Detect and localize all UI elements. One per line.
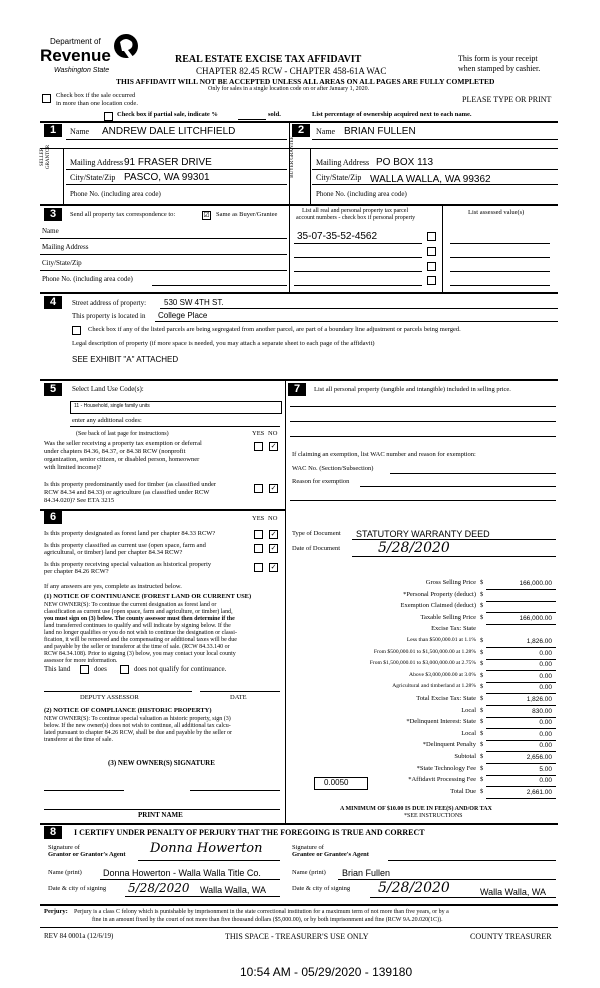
s6-no-header: NO bbox=[268, 515, 278, 522]
calc-row-value: 830.00 bbox=[532, 707, 552, 715]
notice2-title: (2) NOTICE OF COMPLIANCE (HISTORIC PROPERTY) bbox=[44, 707, 212, 714]
s6-q1-no-checkbox[interactable]: ✓ bbox=[270, 530, 277, 538]
revenue-logo bbox=[40, 32, 140, 76]
calc-row-dollar: $ bbox=[480, 579, 484, 586]
section-4-number: 4 bbox=[44, 296, 62, 309]
s5-no-header: NO bbox=[268, 430, 278, 437]
certify-statement: I CERTIFY UNDER PENALTY OF PERJURY THAT THE FOREGOING IS TRUE AND CORRECT bbox=[74, 828, 425, 837]
land-use-label: Select Land Use Code(s): bbox=[72, 385, 144, 393]
sig-grantee-label-1: Signature of bbox=[292, 844, 324, 851]
seller-mailing: 91 FRASER DRIVE bbox=[124, 157, 212, 168]
see-instructions: *SEE INSTRUCTIONS bbox=[404, 813, 463, 819]
reason-label: Reason for exemption bbox=[292, 478, 350, 485]
calc-row-dollar: $ bbox=[480, 660, 484, 668]
located-city: College Place bbox=[158, 311, 208, 320]
calc-row-line bbox=[486, 589, 556, 590]
seller-city: PASCO, WA 99301 bbox=[124, 172, 210, 183]
form-title: REAL ESTATE EXCISE TAX AFFIDAVIT bbox=[175, 54, 362, 65]
seller-phone-label: Phone No. (including area code) bbox=[70, 190, 161, 198]
calc-row-dollar: $ bbox=[480, 602, 484, 610]
calc-row-dollar: $ bbox=[480, 729, 484, 737]
notice1-title: (1) NOTICE OF CONTINUANCE (FOREST LAND OR CURRENT USE) bbox=[44, 593, 252, 600]
land-does-not-checkbox[interactable] bbox=[120, 665, 129, 674]
calc-row-label: Exemption Claimed (deduct) bbox=[400, 602, 476, 610]
section-8-number: 8 bbox=[44, 826, 62, 839]
calc-row-dollar: $ bbox=[480, 637, 484, 644]
s5-q2-yes-checkbox[interactable] bbox=[254, 484, 263, 493]
s6-q2-yes-checkbox[interactable] bbox=[254, 544, 263, 553]
calc-row-dollar: $ bbox=[480, 613, 484, 621]
calc-row-line bbox=[486, 740, 556, 741]
additional-codes-label: enter any additional codes: bbox=[72, 417, 142, 424]
section-1-number: 1 bbox=[44, 124, 62, 137]
doc-type: STATUTORY WARRANTY DEED bbox=[356, 529, 490, 539]
perjury-line-1: Perjury is a class C felony which is punishable by imprisonment in the state correctional institution for a maximum term of not more than five years, or by a bbox=[74, 909, 449, 915]
ownership-pct-note: List percentage of ownership acquired next to each name. bbox=[312, 111, 472, 118]
calc-row-label: From $500,000.01 to $1,500,000.00 at 1.28% bbox=[373, 648, 476, 655]
parcel-4-personal-checkbox[interactable] bbox=[427, 276, 436, 285]
grantee-name-label: Name (print) bbox=[292, 869, 326, 876]
local-rate: 0.0050 bbox=[324, 778, 349, 787]
assessor-date-label: DATE bbox=[230, 694, 247, 701]
corr-mailing-label: Mailing Address bbox=[42, 243, 89, 251]
s6-q3-no-checkbox[interactable]: ✓ bbox=[270, 563, 277, 571]
boundary-note: Check box if any of the listed parcels are being segregated from another parcel, are part of a boundary line adjustment or parcels being merged. bbox=[88, 326, 461, 333]
calc-row-label: Local bbox=[461, 706, 476, 714]
s6-q1-yes-checkbox[interactable] bbox=[254, 530, 263, 539]
calc-row-dollar: $ bbox=[480, 753, 484, 760]
calc-row-value: 5.00 bbox=[539, 765, 552, 773]
state-line: Washington State bbox=[54, 67, 110, 74]
seller-mailing-label: Mailing Address bbox=[70, 158, 124, 167]
buyer-name: BRIAN FULLEN bbox=[344, 126, 416, 137]
calc-row-label: Excise Tax: State bbox=[431, 625, 476, 633]
buyer-side-label: BUYER GRANTEE bbox=[290, 136, 295, 178]
calc-row-value: 0.00 bbox=[539, 661, 552, 669]
parcel-header-1: List all real and personal property tax parcel bbox=[302, 208, 409, 214]
calc-row-dollar: $ bbox=[480, 590, 484, 598]
segregated-parcel-checkbox[interactable] bbox=[72, 326, 81, 335]
corr-phone-label: Phone No. (including area code) bbox=[42, 275, 133, 283]
does-label: does bbox=[94, 665, 107, 673]
legal-description: SEE EXHIBIT "A" ATTACHED bbox=[72, 355, 179, 364]
buyer-mailing: PO BOX 113 bbox=[376, 157, 434, 168]
receipt-stamp: 10:54 AM - 05/29/2020 - 139180 bbox=[240, 965, 413, 979]
section-6-number: 6 bbox=[44, 511, 62, 524]
calc-row-dollar: $ bbox=[480, 764, 484, 772]
deputy-assessor-label: DEPUTY ASSESSOR bbox=[80, 694, 139, 701]
this-land-label: This land bbox=[44, 665, 71, 673]
calc-row-label: *Delinquent Interest: State bbox=[406, 718, 476, 726]
buyer-name-label: Name bbox=[316, 127, 336, 136]
calc-row-dollar: $ bbox=[480, 706, 484, 714]
calc-row-dollar: $ bbox=[480, 776, 484, 784]
calc-row-value: 2,661.00 bbox=[526, 788, 552, 796]
calc-row-label: *Delinquent Penalty bbox=[422, 741, 476, 749]
parcel-number: 35-07-35-52-4562 bbox=[297, 231, 378, 242]
doc-date: 5/28/2020 bbox=[378, 540, 450, 556]
receipt-note-2: when stamped by cashier. bbox=[458, 64, 541, 73]
s6-q1: Is this property designated as forest land per chapter 84.33 RCW? bbox=[44, 530, 216, 537]
calc-row-dollar: $ bbox=[480, 787, 484, 795]
partial-sale-label: Check box if partial sale, indicate % bbox=[117, 111, 218, 118]
calc-row-label: Less than $500,000.01 at 1.1% bbox=[406, 637, 476, 643]
calc-row-line bbox=[486, 775, 556, 776]
if-yes-note: If any answers are yes, complete as instructed below. bbox=[44, 583, 182, 590]
calc-row-label: Above $3,000,000.00 at 3.0% bbox=[409, 671, 476, 678]
calc-row-label: *State Technology Fee bbox=[416, 764, 476, 772]
calc-row-value: 166,000.00 bbox=[519, 614, 552, 622]
revenue-logo-icon bbox=[112, 32, 140, 64]
calc-row-label: Agricultural and timberland at 1.28% bbox=[392, 683, 476, 690]
calc-row-dollar: $ bbox=[480, 695, 484, 702]
grantor-date: 5/28/2020 bbox=[128, 881, 190, 895]
calc-row-line bbox=[486, 717, 556, 718]
parcel-3-personal-checkbox[interactable] bbox=[427, 262, 436, 271]
calc-row-line bbox=[486, 786, 556, 787]
calc-row-value: 0.00 bbox=[539, 730, 552, 738]
calc-row-line bbox=[486, 659, 556, 660]
calc-row-value: 1,826.00 bbox=[526, 638, 552, 645]
personal-property-label: List all personal property (tangible and intangible) included in selling price. bbox=[314, 386, 511, 393]
receipt-note-1: This form is your receipt bbox=[458, 54, 538, 63]
calc-row-value: 0.00 bbox=[539, 719, 552, 727]
grantor-signature: Donna Howerton bbox=[150, 841, 263, 856]
more-than-one-2: in more than one location code. bbox=[56, 100, 138, 107]
calc-row-line bbox=[486, 612, 556, 613]
s5-q1-no-checkbox[interactable]: ✓ bbox=[270, 442, 277, 450]
buyer-mailing-label: Mailing Address bbox=[316, 158, 370, 167]
warning-line: THIS AFFIDAVIT WILL NOT BE ACCEPTED UNLESS ALL AREAS ON ALL PAGES ARE FULLY COMPLETED bbox=[116, 77, 495, 86]
seller-city-label: City/State/Zip bbox=[70, 173, 116, 182]
calc-row-line bbox=[486, 763, 556, 764]
grantee-name: Brian Fullen bbox=[342, 868, 391, 878]
sales-note: Only for sales in a single location code on or after January 1, 2020. bbox=[208, 86, 370, 92]
calc-row-label: Taxable Selling Price bbox=[420, 613, 476, 621]
buyer-phone-label: Phone No. (including area code) bbox=[316, 190, 407, 198]
calc-row-label: *Personal Property (deduct) bbox=[403, 590, 476, 598]
grantee-city: Walla Walla, WA bbox=[480, 887, 547, 897]
partial-sale-checkbox[interactable] bbox=[104, 112, 113, 121]
calc-row-dollar: $ bbox=[480, 718, 484, 726]
same-as-buyer-label: Same as Buyer/Grantee bbox=[216, 211, 278, 218]
calc-row-value: 0.00 bbox=[539, 672, 552, 680]
assessed-value-header: List assessed value(s) bbox=[468, 209, 525, 216]
does-not-label: does not qualify for continuance. bbox=[134, 665, 227, 673]
partial-sale-sold: sold. bbox=[268, 111, 281, 118]
dept-line: Department of bbox=[50, 37, 101, 46]
parcel-header-2: account numbers - check box if personal property bbox=[296, 215, 416, 221]
grantee-date-label: Date & city of signing bbox=[292, 885, 351, 892]
s6-q3-yes-checkbox[interactable] bbox=[254, 563, 263, 572]
corr-city-label: City/State/Zip bbox=[42, 259, 82, 267]
buyer-city-label: City/State/Zip bbox=[316, 173, 362, 182]
calc-row-line bbox=[486, 693, 556, 694]
minimum-note: A MINIMUM OF $10.00 IS DUE IN FEE(S) AND/OR TAX bbox=[340, 806, 492, 812]
tax-calculation-table bbox=[288, 580, 558, 800]
more-than-one-location-checkbox[interactable] bbox=[42, 94, 51, 103]
doc-type-label: Type of Document bbox=[292, 530, 341, 537]
calc-row-label: Gross Selling Price bbox=[425, 579, 476, 586]
calc-row-label: Local bbox=[461, 729, 476, 737]
calc-row-value: 166,000.00 bbox=[519, 580, 552, 587]
calc-row-value: 2,656.00 bbox=[526, 754, 552, 761]
calc-row-value: 0.00 bbox=[539, 742, 552, 750]
grantor-date-label: Date & city of signing bbox=[48, 885, 107, 892]
calc-row-value: 0.00 bbox=[539, 684, 552, 692]
corr-name-label: Name bbox=[42, 227, 59, 235]
more-than-one-1: Check box if the sale occurred bbox=[56, 92, 136, 99]
calc-row-value: 0.00 bbox=[539, 777, 552, 785]
parcel-1-personal-checkbox[interactable] bbox=[427, 232, 436, 241]
calc-row-label: Total Due bbox=[450, 787, 476, 795]
seller-name-label: Name bbox=[70, 127, 90, 136]
section-7-number: 7 bbox=[288, 383, 306, 396]
calc-row-line bbox=[486, 647, 556, 648]
calc-row-line bbox=[486, 728, 556, 729]
located-label: This property is located in bbox=[72, 312, 146, 320]
grantor-name-label: Name (print) bbox=[48, 869, 82, 876]
section-5-number: 5 bbox=[44, 383, 62, 396]
section-2-number: 2 bbox=[292, 124, 310, 137]
doc-date-label: Date of Document bbox=[292, 545, 341, 552]
calc-row-line bbox=[486, 601, 556, 602]
perjury-label: Perjury: bbox=[44, 908, 68, 915]
calc-row-line bbox=[486, 682, 556, 683]
calc-row-line bbox=[486, 751, 556, 752]
calc-row-line bbox=[486, 705, 556, 706]
print-name-label: PRINT NAME bbox=[138, 811, 183, 819]
grantee-date: 5/28/2020 bbox=[378, 880, 450, 896]
s5-q1-yes-checkbox[interactable] bbox=[254, 442, 263, 451]
land-use-value: 11 - Household, single family units bbox=[74, 403, 150, 409]
legal-label: Legal description of property (if more space is needed, you may attach a separate sheet to each page of the affidavit) bbox=[72, 340, 375, 347]
new-owner-signature-title: (3) NEW OWNER(S) SIGNATURE bbox=[108, 759, 215, 767]
calc-row-line bbox=[486, 624, 556, 625]
calc-row-value: 1,826.00 bbox=[526, 696, 552, 703]
grantor-name: Donna Howerton - Walla Walla Title Co. bbox=[103, 868, 261, 878]
grantor-city: Walla Walla, WA bbox=[200, 885, 267, 895]
sig-grantor-label-1: Signature of bbox=[48, 844, 80, 851]
sig-grantee-label-2: Grantee or Grantee's Agent bbox=[292, 851, 369, 858]
seller-name: ANDREW DALE LITCHFIELD bbox=[102, 126, 236, 137]
calc-row-value: 0.00 bbox=[539, 649, 552, 657]
send-correspondence-label: Send all property tax correspondence to: bbox=[70, 211, 176, 218]
street-address: 530 SW 4TH ST. bbox=[164, 298, 224, 307]
calc-row-label: *Affidavit Processing Fee bbox=[408, 776, 476, 784]
calc-row-line bbox=[486, 670, 556, 671]
seller-side-label: SELLER GRANTOR bbox=[40, 144, 51, 170]
buyer-city: WALLA WALLA, WA 99362 bbox=[370, 174, 491, 185]
s6-yes-header: YES bbox=[252, 515, 265, 522]
street-label: Street address of property: bbox=[72, 299, 147, 307]
form-number: REV 84 0001a (12/6/19) bbox=[44, 932, 114, 940]
calc-row-dollar: $ bbox=[480, 741, 484, 749]
sig-grantor-label-2: Grantor or Grantor's Agent bbox=[48, 851, 126, 858]
exemption-label: If claiming an exemption, list WAC number and reason for exemption: bbox=[292, 451, 476, 458]
see-back-note: (See back of last page for instructions) bbox=[76, 431, 169, 437]
calc-row-dollar: $ bbox=[480, 648, 484, 656]
s5-q2-no-checkbox[interactable]: ✓ bbox=[270, 484, 277, 492]
form-chapter: CHAPTER 82.45 RCW - CHAPTER 458-61A WAC bbox=[196, 66, 387, 76]
calc-row-line bbox=[486, 798, 556, 799]
revenue-wordmark: Revenue bbox=[40, 46, 111, 65]
calc-row-label: Total Excise Tax: State bbox=[416, 695, 476, 702]
calc-row-dollar: $ bbox=[480, 671, 484, 679]
wac-label: WAC No. (Section/Subsection) bbox=[292, 465, 374, 472]
same-as-buyer-checkbox[interactable]: ☑ bbox=[203, 211, 210, 219]
land-does-checkbox[interactable] bbox=[80, 665, 89, 674]
please-type: PLEASE TYPE OR PRINT bbox=[462, 95, 552, 104]
section-3-number: 3 bbox=[44, 208, 62, 221]
calc-row-dollar: $ bbox=[480, 683, 484, 691]
calc-row-label: From $1,500,000.01 to $3,000,000.00 at 2.75% bbox=[369, 660, 476, 667]
perjury-line-2: fine in an amount fixed by the court of not more than five thousand dollars ($5,000.00), or by both imprisonment and fine (RCW 9A.20.020(1C)). bbox=[92, 917, 443, 923]
s6-q2-no-checkbox[interactable]: ✓ bbox=[270, 544, 277, 552]
treasurer-space: THIS SPACE - TREASURER'S USE ONLY bbox=[225, 932, 369, 941]
county-treasurer: COUNTY TREASURER bbox=[470, 932, 552, 941]
parcel-2-personal-checkbox[interactable] bbox=[427, 247, 436, 256]
s5-yes-header: YES bbox=[252, 430, 265, 437]
calc-row-label: Subtotal bbox=[454, 753, 476, 760]
